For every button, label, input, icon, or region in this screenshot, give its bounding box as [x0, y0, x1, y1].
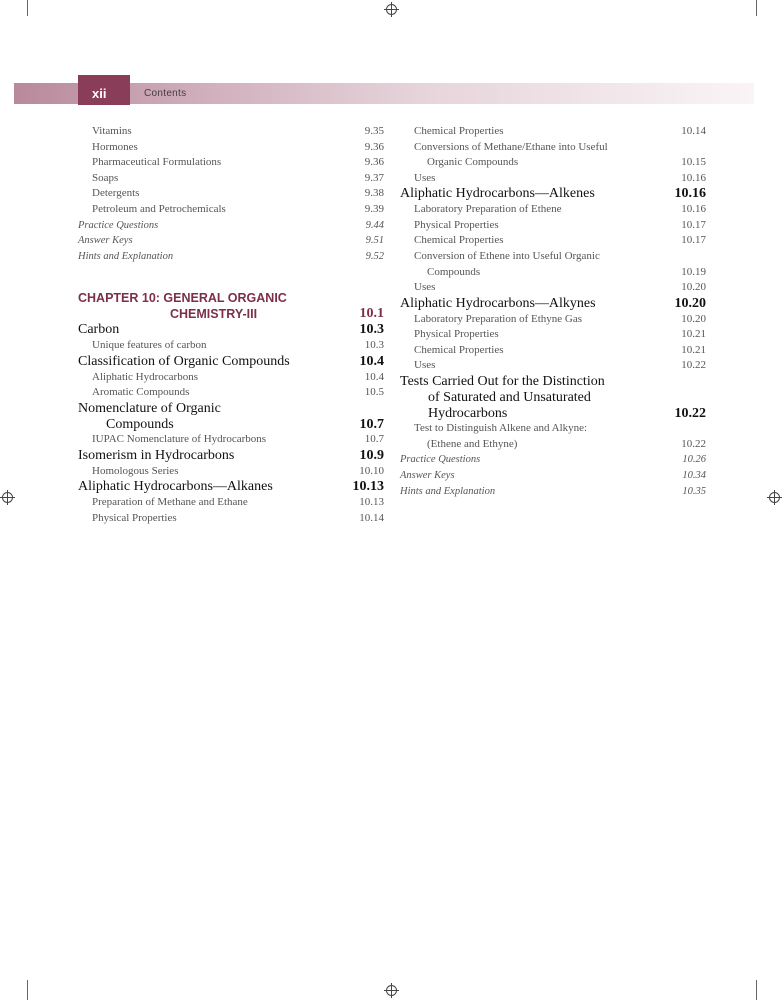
- toc-entry[interactable]: Physical Properties 10.14: [92, 511, 384, 524]
- toc-entry[interactable]: Conversion of Ethene into Useful Organic Compounds 10.19: [414, 249, 706, 278]
- toc-entry[interactable]: Aliphatic Hydrocarbons 10.4: [92, 370, 384, 383]
- toc-entry[interactable]: Uses 10.20: [414, 281, 706, 294]
- toc-entry[interactable]: Soaps 9.37: [92, 171, 384, 184]
- page-number: xii: [92, 86, 107, 101]
- toc-entry[interactable]: Pharmaceutical Formulations 9.36: [92, 156, 384, 169]
- toc-entry[interactable]: Hormones 9.36: [92, 140, 384, 153]
- toc-end-matter-entry[interactable]: Hints and Explanation 9.52: [78, 250, 384, 262]
- toc-right-column: [400, 124, 706, 499]
- toc-entry[interactable]: Chemical Properties 10.14: [414, 125, 706, 137]
- crop-mark-tr: [756, 0, 757, 16]
- toc-section[interactable]: Aliphatic Hydrocarbons—Alkenes 10.16: [400, 186, 706, 202]
- toc-entry[interactable]: Uses 10.16: [414, 171, 706, 184]
- chapter-title-line2: CHEMISTRY-III: [170, 307, 258, 322]
- crop-mark-bl: [27, 980, 28, 1000]
- toc-entry[interactable]: Laboratory Preparation of Ethyne Gas 10.20: [414, 312, 706, 325]
- toc-entry[interactable]: Chemical Properties 10.17: [414, 234, 706, 247]
- registration-mark-bottom-icon: [386, 985, 397, 996]
- toc-end-matter-entry[interactable]: Hints and Explanation 10.35: [400, 485, 706, 497]
- toc-section[interactable]: Aliphatic Hydrocarbons—Alkynes 10.20: [400, 295, 706, 311]
- toc-entry[interactable]: Physical Properties 10.21: [414, 328, 706, 341]
- toc-entry[interactable]: Vitamins 9.35: [92, 125, 384, 137]
- toc-section[interactable]: Aliphatic Hydrocarbons—Alkanes 10.13: [78, 479, 384, 495]
- crop-mark-br: [756, 980, 757, 1000]
- toc-entry[interactable]: Homologous Series 10.10: [92, 464, 384, 477]
- registration-mark-left-icon: [2, 492, 13, 503]
- toc-entry[interactable]: Chemical Properties 10.21: [414, 343, 706, 356]
- toc-entry[interactable]: Conversions of Methane/Ethane into Useful Organic Compounds 10.15: [414, 140, 706, 169]
- chapter-title-line1: CHAPTER 10: GENERAL ORGANIC: [78, 291, 287, 306]
- toc-entry[interactable]: Uses 10.22: [414, 359, 706, 372]
- chapter-heading[interactable]: [78, 290, 384, 322]
- toc-section[interactable]: Tests Carried Out for the Distinction of Saturated and Unsaturated Hydrocarbons 10.22: [400, 373, 706, 421]
- running-title: Contents: [144, 88, 187, 99]
- toc-section[interactable]: Isomerism in Hydrocarbons 10.9: [78, 447, 384, 463]
- toc-entry[interactable]: Physical Properties 10.17: [414, 218, 706, 231]
- toc-section[interactable]: Classification of Organic Compounds 10.4: [78, 353, 384, 369]
- toc-entry[interactable]: Aromatic Compounds 10.5: [92, 386, 384, 399]
- crop-mark-tl: [27, 0, 28, 16]
- toc-entry[interactable]: Laboratory Preparation of Ethene 10.16: [414, 203, 706, 216]
- toc-end-matter-entry[interactable]: Practice Questions 10.26: [400, 454, 706, 466]
- registration-mark-right-icon: [769, 492, 780, 503]
- chapter-page: 10.1: [359, 306, 384, 322]
- toc-entry[interactable]: Petroleum and Petrochemicals 9.39: [92, 202, 384, 215]
- toc-entry[interactable]: Detergents 9.38: [92, 187, 384, 200]
- toc-entry[interactable]: Test to Distinguish Alkene and Alkyne: (Ethene and Ethyne) 10.22: [414, 422, 706, 450]
- toc-entry[interactable]: Preparation of Methane and Ethane 10.13: [92, 496, 384, 509]
- toc-section[interactable]: Nomenclature of Organic Compounds 10.7: [78, 400, 384, 432]
- toc-end-matter-entry[interactable]: Answer Keys 10.34: [400, 470, 706, 482]
- toc-end-matter-entry[interactable]: Answer Keys 9.51: [78, 235, 384, 247]
- toc-entry[interactable]: Unique features of carbon 10.3: [92, 339, 384, 352]
- toc-section[interactable]: Carbon 10.3: [78, 322, 384, 338]
- registration-mark-top-icon: [386, 4, 397, 15]
- toc-end-matter-entry[interactable]: Practice Questions 9.44: [78, 219, 384, 231]
- toc-entry[interactable]: IUPAC Nomenclature of Hydrocarbons 10.7: [92, 433, 384, 446]
- toc-left-column: [78, 124, 384, 526]
